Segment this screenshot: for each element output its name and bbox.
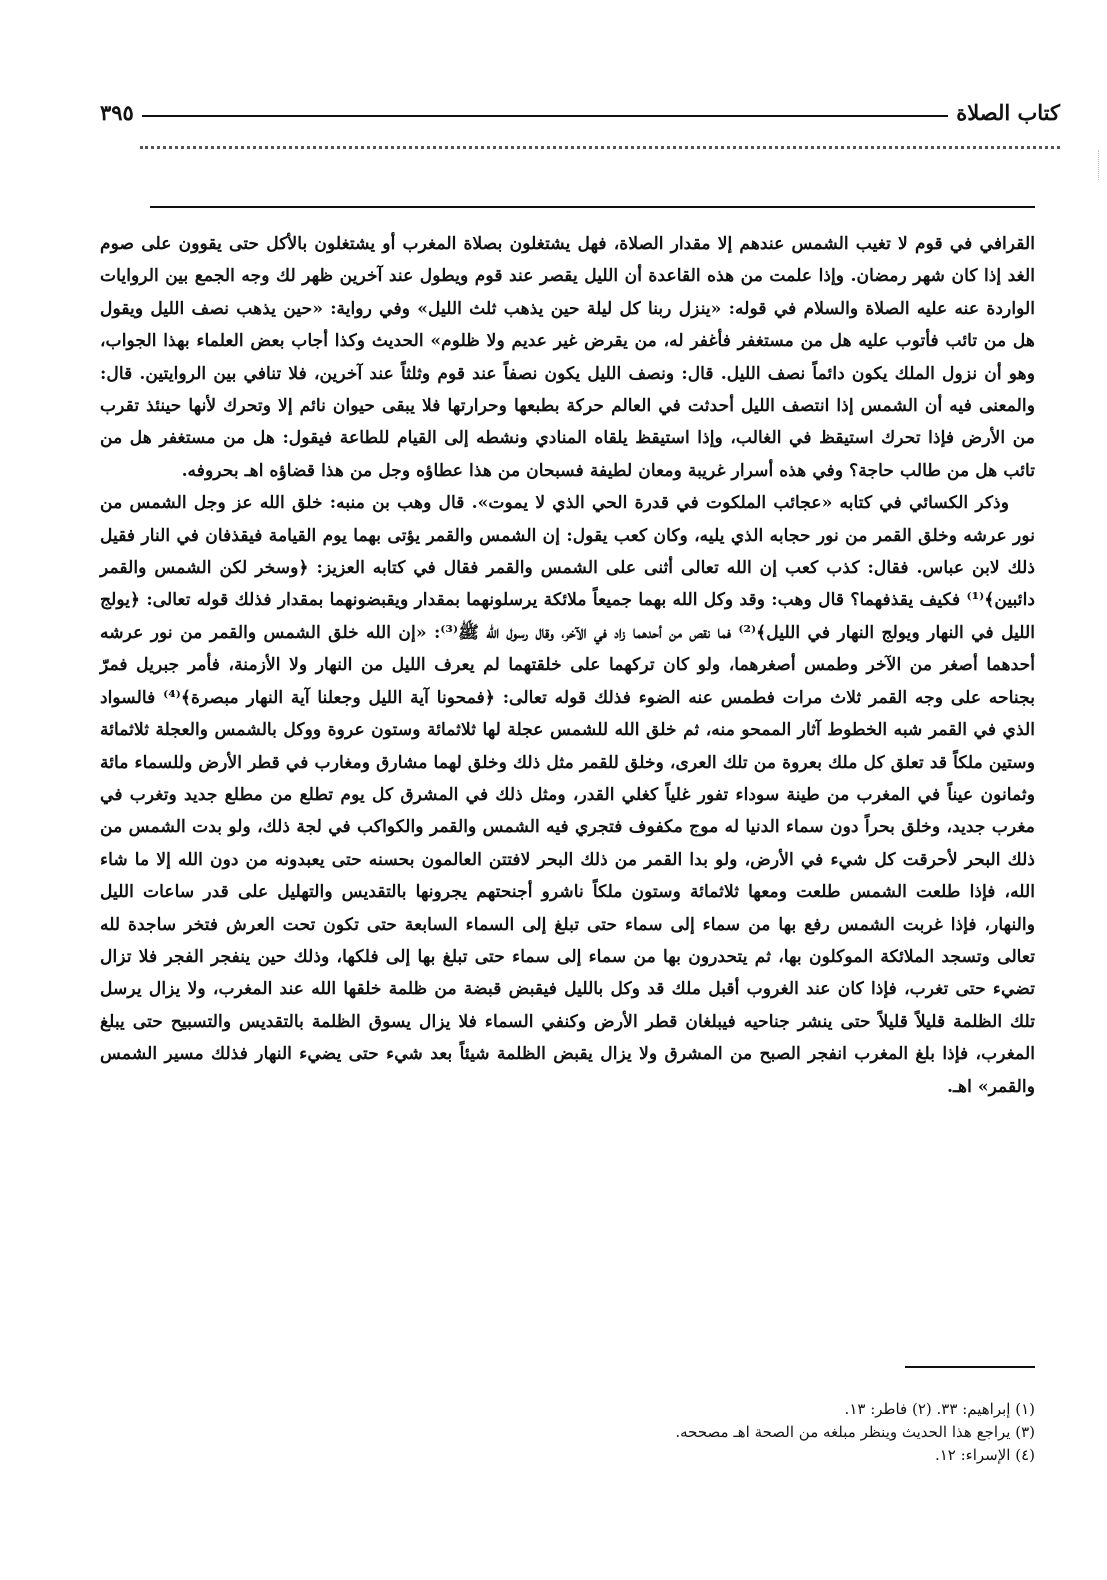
paragraph: وذكر الكسائي في كتابه «عجائب الملكوت في قدرة الحي الذي لا يموت». قال وهب بن منبه: خلق الله عز وجل الشمس من نور عرشه وخلق القمر من نور حجابه الذي يليه، وكان كعب يقول: إن الشمس والقمر يؤتى بهما يوم القيامة فيقذفان في النار فقيل ذلك لابن عباس. فقال: كذب كعب إن الله تعالى أثنى على الشمس والقمر فقال في كتابه العزيز: ﴿وسخر لكن الشمس والقمر دائبين﴾⁽¹⁾ فكيف يقذفهما؟ قال وهب: وقد وكل الله بهما جميعاً ملائكة يرسلونهما بمقدار ويقبضونهما بمقدار فذلك قوله تعالى: ﴿يولج الليل في النهار ويولج النهار في الليل﴾⁽²⁾ فما نقص من أحدهما زاد في الآخر، وقال رسول الله ﷺ⁽³⁾: «إن الله خلق الشمس والقمر من نور عرشه أحدهما أصغر من الآخر وطمس أصغرهما، ولو كان تركهما على خلقتهما لم يعرف الليل من النهار ولا الأزمنة، فأمر جبريل فمرّ بجناحه على وجه القمر ثلاث مرات فطمس عنه الضوء فذلك قوله تعالى: ﴿فمحونا آية الليل وجعلنا آية النهار مبصرة﴾⁽⁴⁾ فالسواد الذي في القمر شبه الخطوط آثار الممحو منه، ثم خلق الله للشمس عجلة لها ثلاثمائة وستون عروة ووكل بالشمس والعجلة ثلاثمائة وستين ملكاً قد تعلق كل ملك بعروة من تلك العرى، وخلق للقمر مثل ذلك وخلق لهما مشارق ومغارب في قطر الأرض وللسماء مائة وثمانون عيناً في المغرب من طينة سوداء تفور غلياً كغلي القدر، ومثل ذلك في المشرق كل يوم تطلع من مطلع جديد وتغرب في مغرب جديد، وخلق بحراً دون سماء الدنيا له موج مكفوف فتجري فيه الشمس والقمر والكواكب في لجة ذلك، ولو بدت الشمس من ذلك البحر لأحرقت كل شيء في الأرض، ولو بدا القمر من ذلك البحر لافتتن العالمون بحسنه حتى يعبدونه من دون الله إلا ما شاء الله، فإذا طلعت الشمس طلعت ومعها ثلاثمائة وستون ملكاً ناشرو أجنحتهم يجرونها بالتقديس والتهليل على قدر ساعات الليل والنهار، فإذا غربت الشمس رفع بها من سماء إلى سماء حتى تبلغ إلى السماء السابعة حتى تكون تحت العرش فتخر ساجدة لله تعالى وتسجد الملائكة الموكلون بها، ثم يتحدرون بها من سماء إلى سماء حتى تبلغ بها إلى فلكها، وذلك حين ينفجر الفجر فلا تزال تضيء حتى تغرب، فإذا كان عند الغروب أقبل ملك قد وكل بالليل فيقبض قبضة من ظلمة خلقها الله عند المغرب، ولا يزال يرسل تلك الظلمة قليلاً قليلاً حتى ينشر جناحيه فيبلغان قطر الأرض وكنفي السماء فلا يزال يسوق الظلمة بالتقديس والتسبيح حتى يبلغ المغرب، فإذا بلغ المغرب انفجر الصبح من المشرق ولا يزال يقبض الظلمة شيئاً بعد شيء حتى يضيء النهار فذلك مسير الشمس والقمر» اهـ. [100,493,1036,1097]
top-divider [150,206,1035,208]
footnotes [300,1398,1035,1467]
running-header [100,92,1060,132]
header-rule [142,115,948,117]
paragraph: القرافي في قوم لا تغيب الشمس عندهم إلا مقدار الصلاة، فهل يشتغلون بصلاة المغرب أو يشتغلون بالأكل حتى يقوون على صوم الغد إذا كان شهر رمضان. وإذا علمت من هذه القاعدة أن الليل يقصر عند قوم ويطول عند آخرين ظهر لك وجه الجمع بين الروايات الواردة عنه عليه الصلاة والسلام في قوله: «ينزل ربنا كل ليلة حين يذهب ثلث الليل» وفي رواية: «حين يذهب نصف الليل ويقول هل من تائب فأتوب عليه هل من مستغفر فأغفر له، من يقرض غير عديم ولا ظلوم» الحديث وكذا أجاب بعض العلماء بهذا الجواب، وهو أن نزول الملك يكون دائماً نصف الليل. قال: ونصف الليل يكون نصفاً عند قوم وثلثاً عند آخرين، فلا تنافي بين الروايتين. قال: والمعنى فيه أن الشمس إذا انتصف الليل أحدثت في العالم حركة بطبعها وحرارتها فلا يبقى حيوان نائم إلا وتحرك لأنها حينئذ تقرب من الأرض فإذا تحرك استيقظ في الغالب، وإذا استيقظ يلقاه المنادي ونشطه إلى القيام للطاعة فيقول: هل من مستغفر هل من تائب هل من طالب حاجة؟ وفي هذه أسرار غريبة ومعان لطيفة فسبحان من هذا عطاؤه وجل من هذا قضاؤه اهـ بحروفه. [100,234,1035,481]
page-number: ٣٩٥ [100,99,134,125]
footnote: (٣) يراجع هذا الحديث وينظر مبلغه من الصحة اهـ مصححه. [675,1423,1035,1441]
chapter-title: كتاب الصلاة [956,99,1060,125]
footnote: (١) إبراهيم: ٣٣. (٢) فاطر: ١٣. [844,1400,1035,1418]
dotted-divider [140,146,1060,149]
footnote: (٤) الإسراء: ١٢. [934,1446,1035,1464]
main-text [100,228,1035,1103]
scan-margin-mark [1088,150,1099,180]
footnote-divider [905,1366,1035,1368]
